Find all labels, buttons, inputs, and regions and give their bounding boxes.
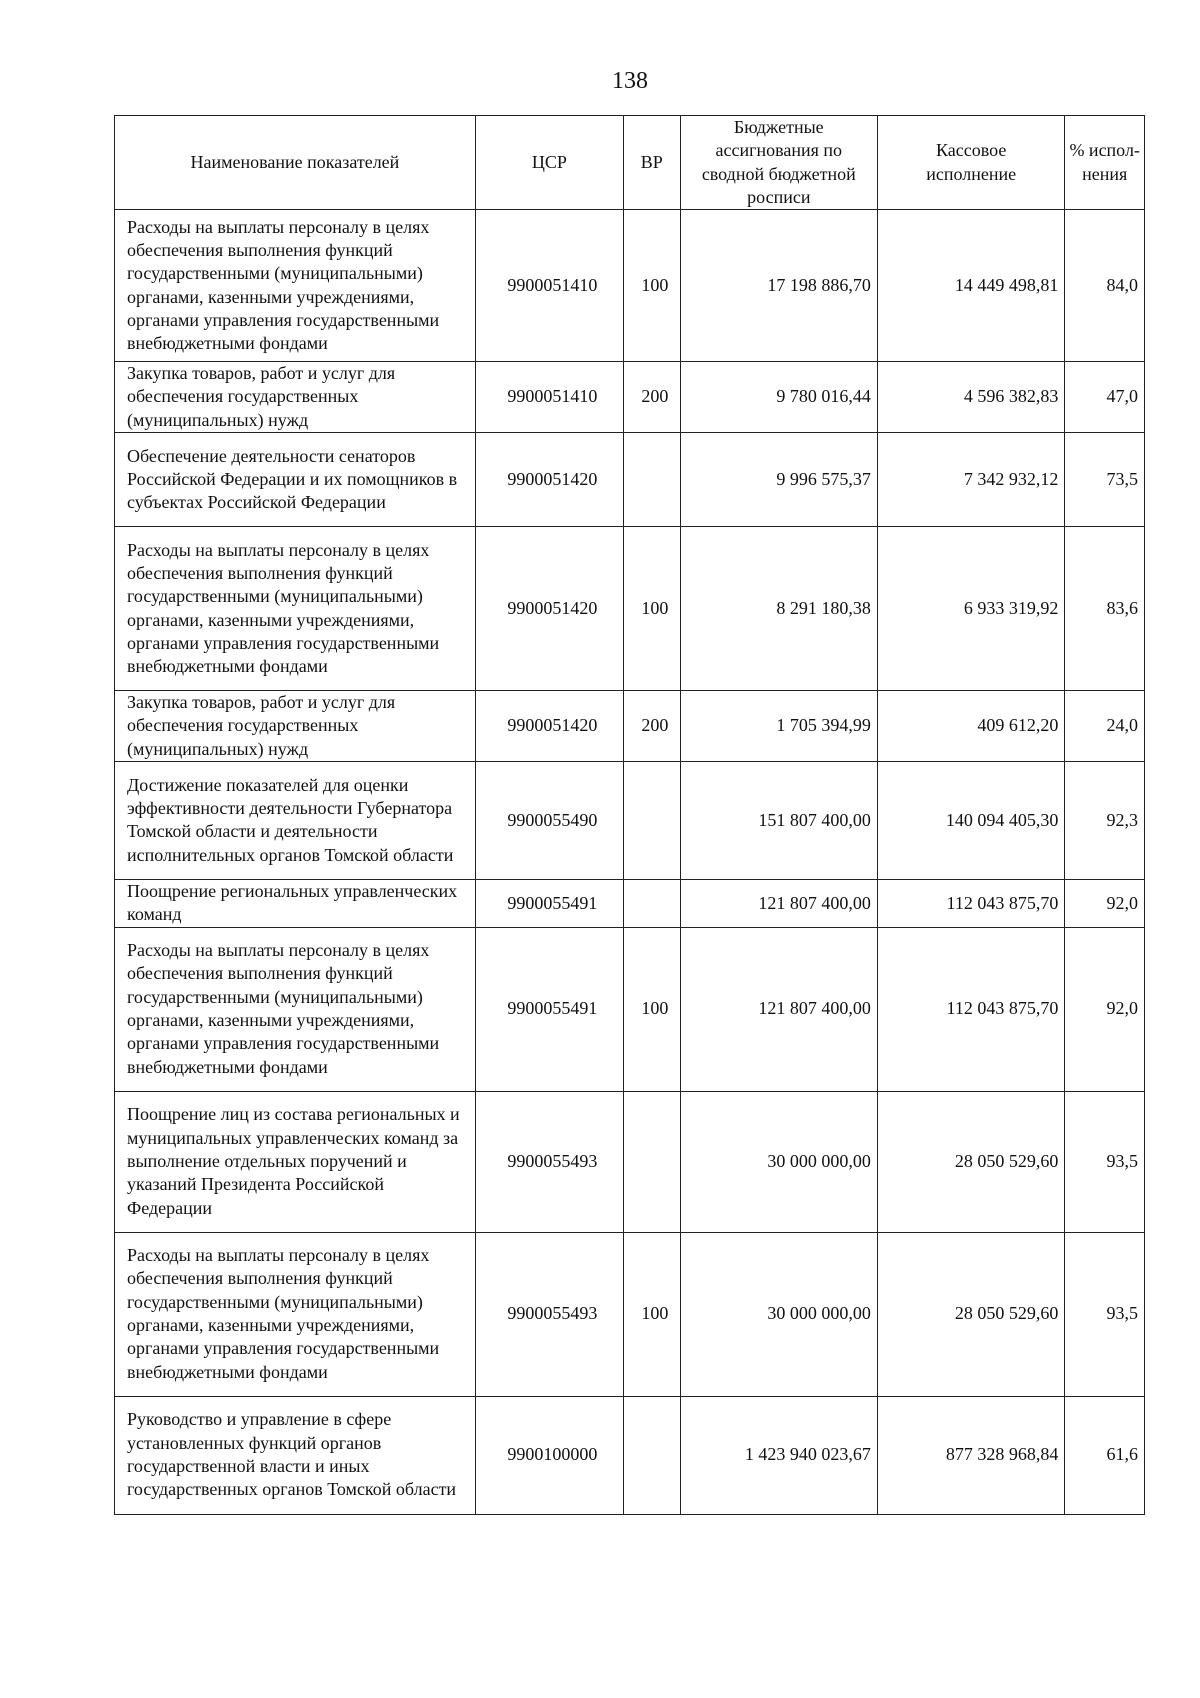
row-vr: 200 (623, 362, 680, 433)
row-csr: 9900051420 (475, 433, 623, 527)
row-pct: 93,5 (1065, 1232, 1145, 1396)
row-csr: 9900055491 (475, 879, 623, 927)
table-row (115, 1232, 1145, 1396)
row-name: Закупка товаров, работ и услуг для обеспечения государственных (муниципальных) нужд (115, 362, 476, 433)
row-budget: 121 807 400,00 (680, 927, 877, 1091)
row-budget: 8 291 180,38 (680, 527, 877, 691)
row-cash: 14 449 498,81 (877, 210, 1064, 362)
row-name: Поощрение лиц из состава региональных и муниципальных управленческих команд за выполнение отдельных поручений и указаний Президента Российской Федерации (115, 1091, 476, 1232)
row-cash: 877 328 968,84 (877, 1396, 1064, 1514)
row-cash: 140 094 405,30 (877, 761, 1064, 879)
row-vr (623, 1396, 680, 1514)
row-pct: 83,6 (1065, 527, 1145, 691)
table-row (115, 1396, 1145, 1514)
header-csr: ЦСР (475, 116, 623, 210)
row-vr (623, 879, 680, 927)
row-cash: 112 043 875,70 (877, 927, 1064, 1091)
row-budget: 30 000 000,00 (680, 1232, 877, 1396)
row-csr: 9900051420 (475, 691, 623, 762)
table-row (115, 210, 1145, 362)
row-cash: 28 050 529,60 (877, 1232, 1064, 1396)
row-budget: 1 705 394,99 (680, 691, 877, 762)
budget-execution-table (114, 115, 1145, 1515)
row-pct: 73,5 (1065, 433, 1145, 527)
row-budget: 9 780 016,44 (680, 362, 877, 433)
header-vr: ВР (623, 116, 680, 210)
row-vr (623, 1091, 680, 1232)
row-vr: 100 (623, 210, 680, 362)
header-budget: Бюджетные ассигнования по сводной бюджетной росписи (680, 116, 877, 210)
row-pct: 84,0 (1065, 210, 1145, 362)
row-cash: 4 596 382,83 (877, 362, 1064, 433)
row-budget: 121 807 400,00 (680, 879, 877, 927)
row-csr: 9900051410 (475, 362, 623, 433)
row-budget: 151 807 400,00 (680, 761, 877, 879)
row-csr: 9900100000 (475, 1396, 623, 1514)
row-vr: 100 (623, 927, 680, 1091)
row-name: Закупка товаров, работ и услуг для обеспечения государственных (муниципальных) нужд (115, 691, 476, 762)
row-pct: 93,5 (1065, 1091, 1145, 1232)
row-name: Поощрение региональных управленческих команд (115, 879, 476, 927)
row-vr: 200 (623, 691, 680, 762)
row-cash: 6 933 319,92 (877, 527, 1064, 691)
row-name: Расходы на выплаты персоналу в целях обеспечения выполнения функций государственными (муниципальными) органами, казенными учреждениями, органами управления государственными внебюджетными фондами (115, 1232, 476, 1396)
table-row (115, 362, 1145, 433)
table-header-row (115, 116, 1145, 210)
table-row (115, 691, 1145, 762)
row-budget: 30 000 000,00 (680, 1091, 877, 1232)
table-row (115, 879, 1145, 927)
row-cash: 409 612,20 (877, 691, 1064, 762)
table-row (115, 1091, 1145, 1232)
row-vr (623, 433, 680, 527)
row-name: Достижение показателей для оценки эффективности деятельности Губернатора Томской области и деятельности исполнительных органов Томской области (115, 761, 476, 879)
header-pct: % испол-нения (1065, 116, 1145, 210)
row-csr: 9900055493 (475, 1232, 623, 1396)
row-csr: 9900055491 (475, 927, 623, 1091)
table-row (115, 433, 1145, 527)
header-name: Наименование показателей (115, 116, 476, 210)
table-row (115, 761, 1145, 879)
row-pct: 92,0 (1065, 927, 1145, 1091)
row-name: Расходы на выплаты персоналу в целях обеспечения выполнения функций государственными (муниципальными) органами, казенными учреждениями, органами управления государственными внебюджетными фондами (115, 210, 476, 362)
row-vr: 100 (623, 1232, 680, 1396)
row-pct: 24,0 (1065, 691, 1145, 762)
row-pct: 47,0 (1065, 362, 1145, 433)
row-csr: 9900055493 (475, 1091, 623, 1232)
row-pct: 61,6 (1065, 1396, 1145, 1514)
table-row (115, 527, 1145, 691)
row-budget: 17 198 886,70 (680, 210, 877, 362)
row-cash: 112 043 875,70 (877, 879, 1064, 927)
page-number: 138 (612, 68, 648, 94)
row-csr: 9900055490 (475, 761, 623, 879)
row-csr: 9900051410 (475, 210, 623, 362)
row-budget: 1 423 940 023,67 (680, 1396, 877, 1514)
row-cash: 28 050 529,60 (877, 1091, 1064, 1232)
row-vr (623, 761, 680, 879)
row-name: Расходы на выплаты персоналу в целях обеспечения выполнения функций государственными (муниципальными) органами, казенными учреждениями, органами управления государственными внебюджетными фондами (115, 927, 476, 1091)
row-name: Обеспечение деятельности сенаторов Российской Федерации и их помощников в субъектах Российской Федерации (115, 433, 476, 527)
row-name: Руководство и управление в сфере установленных функций органов государственной власти и иных государственных органов Томской области (115, 1396, 476, 1514)
table-row (115, 927, 1145, 1091)
row-vr: 100 (623, 527, 680, 691)
row-pct: 92,0 (1065, 879, 1145, 927)
header-cash: Кассовое исполнение (877, 116, 1064, 210)
row-csr: 9900051420 (475, 527, 623, 691)
row-cash: 7 342 932,12 (877, 433, 1064, 527)
row-budget: 9 996 575,37 (680, 433, 877, 527)
row-pct: 92,3 (1065, 761, 1145, 879)
row-name: Расходы на выплаты персоналу в целях обеспечения выполнения функций государственными (муниципальными) органами, казенными учреждениями, органами управления государственными внебюджетными фондами (115, 527, 476, 691)
